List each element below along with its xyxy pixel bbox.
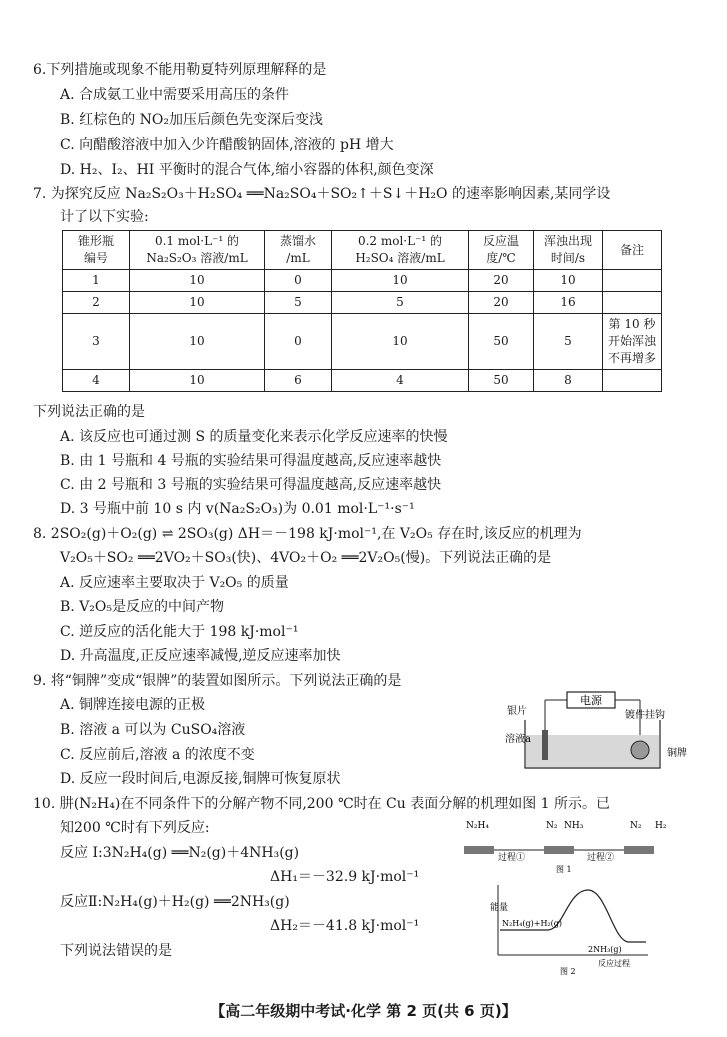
table-cell: 5 [534,314,603,370]
q6-option-d: D. H₂、I₂、HI 平衡时的混合气体,缩小容器的体积,颜色变深 [60,162,434,178]
q6-option-a: A. 合成氨工业中需要采用高压的条件 [60,87,290,103]
table-cell-remark: 第 10 秒开始浑浊不再增多 [603,314,662,370]
table-cell [603,292,662,314]
header-cell: 锥形瓶 编号 [63,231,130,270]
power-label: 电源 [580,694,602,707]
table-cell: 20 [469,292,534,314]
nh3-label: NH₃ [564,821,584,831]
q8-option-d: D. 升高温度,正反应速率减慢,逆反应速率加快 [60,648,341,664]
q9-option-c: C. 反应前后,溶液 a 的浓度不变 [60,747,255,763]
table-row [63,270,662,292]
table-cell: 0 [265,314,332,370]
medal-label: 铜牌 [667,748,687,759]
table-cell: 10 [130,270,265,292]
q10-reaction-1: 反应 Ⅰ:3N₂H₄(g) ══N₂(g)＋4NH₃(g) [60,845,300,861]
table-row [63,292,662,314]
step1-label: 过程① [498,853,526,863]
table-cell: 10 [332,270,469,292]
silver-plate-label: 银片 [507,706,527,717]
mechanism-figure-1 [462,816,682,876]
header-cell: 反应温 度/℃ [469,231,534,270]
table-cell: 16 [534,292,603,314]
q7-prompt: 下列说法正确的是 [33,404,145,420]
q9-stem: 9. 将“铜牌”变成“银牌”的装置如图所示。下列说法正确的是 [33,673,402,689]
table-row [63,370,662,392]
q7-option-c: C. 由 2 号瓶和 3 号瓶的实验结果可得温度越高,反应速率越快 [60,477,442,493]
table-cell: 3 [63,314,130,370]
q6-stem: 6.下列措施或现象不能用勒夏特列原理解释的是 [33,62,327,78]
q7-option-a: A. 该反应也可通过测 S 的质量变化来表示化学反应速率的快慢 [60,429,448,445]
table-cell: 4 [332,370,469,392]
q8-option-a: A. 反应速率主要取决于 V₂O₅ 的质量 [60,575,289,591]
h2-label: H₂ [655,821,667,831]
n2h4-label: N₂H₄ [466,821,489,831]
q8-stem-line1: 8. 2SO₂(g)＋O₂(g) ⇌ 2SO₃(g) ΔH＝－198 kJ·mol⁻¹,在 V₂O₅ 存在时,该反应的机理为 [33,526,582,542]
table-row [63,314,662,370]
q10-dh2: ΔH₂＝－41.8 kJ·mol⁻¹ [270,918,420,934]
table-cell: 10 [534,270,603,292]
table-cell: 1 [63,270,130,292]
q9-option-b: B. 溶液 a 可以为 CuSO₄溶液 [60,722,246,738]
table-cell: 50 [469,314,534,370]
table-cell: 6 [265,370,332,392]
q7-option-d: D. 3 号瓶中前 10 s 内 v(Na₂S₂O₃)为 0.01 mol·L⁻¹·s⁻¹ [60,501,415,517]
q8-stem-line2: V₂O₅＋SO₂ ══2VO₂＋SO₃(快)、4VO₂＋O₂ ══2V₂O₅(慢)。下列说法正确的是 [60,550,552,566]
products-label: 2NH₃(g) [588,945,622,954]
electroplating-figure [505,690,700,778]
page-footer: 【高二年级期中考试·化学 第 2 页(共 6 页)】 [210,1002,517,1020]
q7-stem-line1: 7. 为探究反应 Na₂S₂O₃＋H₂SO₄ ══Na₂SO₄＋SO₂↑＋S↓＋H₂O 的速率影响因素,某同学设 [33,186,611,202]
table-cell: 50 [469,370,534,392]
hanger-label: 镀件挂钩 [625,710,665,721]
table-cell: 10 [130,292,265,314]
header-cell: 蒸馏水 /mL [265,231,332,270]
q10-prompt: 下列说法错误的是 [60,943,172,959]
n2-label-2: N₂ [630,821,642,831]
table-cell: 8 [534,370,603,392]
q10-stem-line1: 10. 肼(N₂H₄)在不同条件下的分解产物不同,200 ℃时在 Cu 表面分解的机理如图 1 所示。已 [33,796,611,812]
table-cell: 20 [469,270,534,292]
experiment-table [62,230,662,392]
q6-option-c: C. 向醋酸溶液中加入少许醋酸钠固体,溶液的 pH 增大 [60,137,394,153]
energy-diagram-figure-2 [488,880,658,975]
table-cell: 10 [332,314,469,370]
fig1-caption: 图 1 [556,865,572,874]
reaction-progress-label: 反应过程 [598,959,630,968]
header-cell: 备注 [603,231,662,270]
table-cell [603,270,662,292]
q10-stem-line2: 知200 ℃时有下列反应: [60,820,210,836]
q9-option-a: A. 铜牌连接电源的正极 [60,697,206,713]
table-cell: 10 [130,370,265,392]
header-cell: 0.2 mol·L⁻¹ 的 H₂SO₄ 溶液/mL [332,231,469,270]
n2-label: N₂ [546,821,558,831]
step2-label: 过程② [587,853,615,863]
table-cell: 4 [63,370,130,392]
table-header-row [63,231,662,270]
q7-option-b: B. 由 1 号瓶和 4 号瓶的实验结果可得温度越高,反应速率越快 [60,453,442,469]
table-cell: 10 [130,314,265,370]
q10-dh1: ΔH₁＝－32.9 kJ·mol⁻¹ [270,869,420,885]
q10-reaction-2: 反应Ⅱ:N₂H₄(g)＋H₂(g) ══2NH₃(g) [60,894,290,910]
header-cell: 0.1 mol·L⁻¹ 的 Na₂S₂O₃ 溶液/mL [130,231,265,270]
solution-label: 溶液a [505,734,531,745]
table-cell: 2 [63,292,130,314]
energy-axis-label: 能量 [490,903,509,913]
reactants-label: N₂H₄(g)+H₂(g) [502,919,563,928]
q8-option-c: C. 逆反应的活化能大于 198 kJ·mol⁻¹ [60,624,299,640]
table-cell: 0 [265,270,332,292]
table-cell: 5 [265,292,332,314]
table-cell: 5 [332,292,469,314]
header-cell: 浑浊出现 时间/s [534,231,603,270]
q8-option-b: B. V₂O₅是反应的中间产物 [60,599,225,615]
fig2-caption: 图 2 [560,967,576,975]
q9-option-d: D. 反应一段时间后,电源反接,铜牌可恢复原状 [60,771,341,787]
table-cell [603,370,662,392]
q7-stem-line2: 计了以下实验: [60,209,149,225]
q6-option-b: B. 红棕色的 NO₂加压后颜色先变深后变浅 [60,112,323,128]
